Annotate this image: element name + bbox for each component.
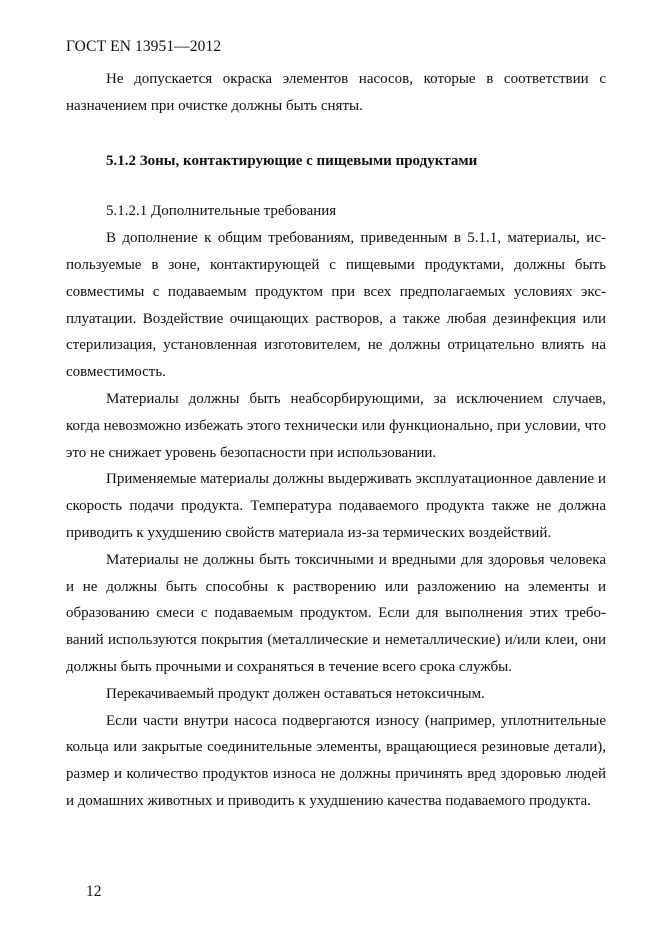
document-header: ГОСТ EN 13951—2012 bbox=[66, 38, 222, 55]
paragraph-non-toxic-product: Перекачиваемый продукт должен оставаться нетоксичным. bbox=[106, 685, 485, 702]
paragraph-painting-restriction: Не допускается окраска элементов насосов, которые в соответствии с назначением при очистке должны быть сняты. bbox=[66, 71, 606, 114]
paragraph-wear: Если части внутри насоса подвергаются износу (например, уплотнительные кольца или закрытые соединительные элементы, вращающиеся резиновые детали), размер и количество продуктов износа не должны причинять вред здоровью людей и домашних животных и приводить к ухудшению качества подаваемого продукта. bbox=[66, 712, 606, 809]
spacer bbox=[66, 120, 606, 148]
spacer bbox=[66, 174, 606, 198]
page-number: 12 bbox=[86, 883, 102, 900]
paragraph-non-absorbent: Материалы должны быть неабсорбирующими, за исключением случаев, когда невозможно избежать этого технически или функционально, при условии, что это не снижает уровень безопасности при использовании. bbox=[66, 390, 606, 461]
document-body bbox=[66, 66, 606, 815]
section-heading: 5.1.2 Зоны, контактирующие с пищевыми продуктами bbox=[106, 152, 478, 169]
section-subheading: 5.1.2.1 Дополнительные требования bbox=[106, 203, 337, 220]
paragraph-pressure: Применяемые материалы должны выдерживать эксплуатационное давление и скорость подачи продукта. Температура подаваемого продукта также не должна приводить к ухудшению свойств материала из-за термических воздействий. bbox=[66, 471, 606, 541]
paragraph-toxicity: Материалы не должны быть токсичными и вредными для здоровья человека и не должны быть способны к растворению или разложению на элементы и образованию смеси с подаваемым продуктом. Если для выполнения этих требований используются покрытия (металлические и неметаллические) и/или клеи, они должны быть прочными и сохраняться в течение всего срока службы. bbox=[66, 551, 606, 675]
paragraph-compatibility: В дополнение к общим требованиям, приведенным в 5.1.1, материалы, используемые в зоне, контактирующей с пищевыми продуктами, должны быть совместимы с подаваемым продуктом при всех предполагаемых условиях эксплуатации. Воздействие очищающих растворов, а также любая дезинфекция или стерилизация, установленная изготовителем, не должны отрицательно влиять на совместимость. bbox=[66, 230, 606, 381]
